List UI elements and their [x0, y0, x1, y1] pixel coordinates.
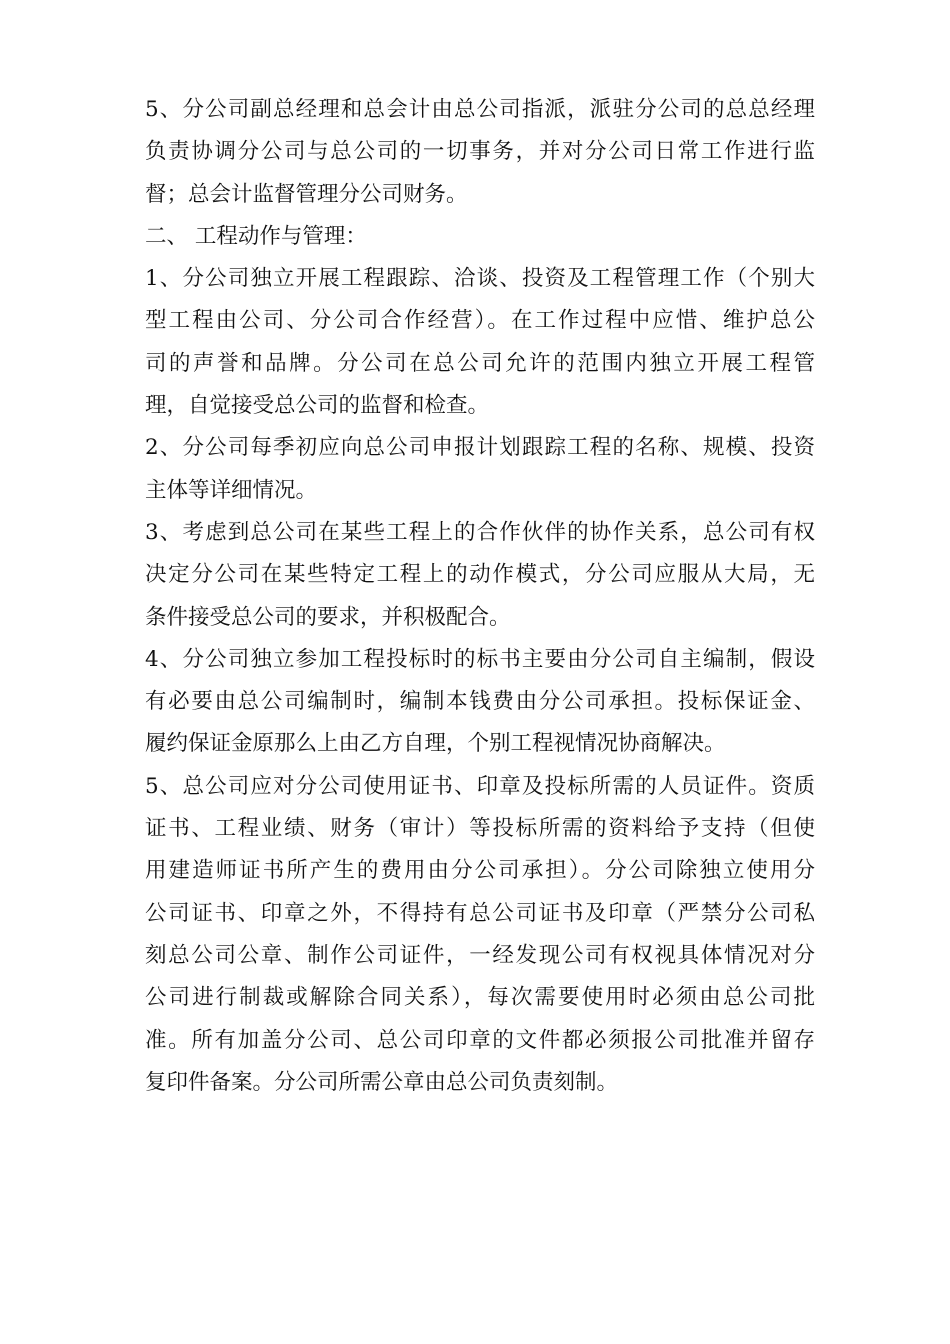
text-line: 主体等详细情况。	[145, 477, 318, 503]
text-line: 有必要由总公司编制时，编制本钱费由分公司承担。投标保证金、	[145, 689, 815, 715]
text-line: 准。所有加盖分公司、总公司印章的文件都必须报公司批准并留存	[145, 1027, 815, 1053]
text-line: 理，自觉接受总公司的监督和检查。	[145, 393, 490, 419]
text-line: 4、分公司独立参加工程投标时的标书主要由分公司自主编制，假设	[145, 646, 815, 672]
text-line: 司的声誉和品牌。分公司在总公司允许的范围内独立开展工程管	[145, 350, 815, 376]
text-line: 负责协调分公司与总公司的一切事务，并对分公司日常工作进行监	[145, 139, 815, 165]
document-body	[145, 89, 815, 1104]
text-line: 决定分公司在某些特定工程上的动作模式，分公司应服从大局，无	[145, 562, 815, 588]
text-line: 条件接受总公司的要求，并积极配合。	[145, 604, 511, 630]
text-line: 复印件备案。分公司所需公章由总公司负责刻制。	[145, 1069, 619, 1095]
text-line: 刻总公司公章、制作公司证件，一经发现公司有权视具体情况对分	[145, 942, 815, 968]
section-heading: 二、 工程动作与管理：	[145, 223, 367, 249]
text-line: 1、分公司独立开展工程跟踪、洽谈、投资及工程管理工作（个别大	[145, 266, 815, 292]
text-line: 用建造师证书所产生的费用由分公司承担）。分公司除独立使用分	[145, 858, 815, 884]
text-line: 5、总公司应对分公司使用证书、印章及投标所需的人员证件。资质	[145, 773, 815, 799]
text-line: 公司证书、印章之外，不得持有总公司证书及印章（严禁分公司私	[145, 900, 815, 926]
text-line: 公司进行制裁或解除合同关系），每次需要使用时必须由总公司批	[145, 985, 815, 1011]
text-line: 2、分公司每季初应向总公司申报计划跟踪工程的名称、规模、投资	[145, 435, 815, 461]
text-line: 履约保证金原那么上由乙方自理，个别工程视情况协商解决。	[145, 731, 726, 757]
text-line: 5、分公司副总经理和总会计由总公司指派，派驻分公司的总总经理	[145, 97, 815, 122]
text-line: 督；总会计监督管理分公司财务。	[145, 181, 468, 207]
text-line: 3、考虑到总公司在某些工程上的合作伙伴的协作关系，总公司有权	[145, 519, 815, 545]
text-line: 型工程由公司、分公司合作经营）。在工作过程中应惜、维护总公	[145, 308, 815, 334]
text-line: 证书、工程业绩、财务（审计）等投标所需的资料给予支持（但使	[145, 816, 815, 842]
